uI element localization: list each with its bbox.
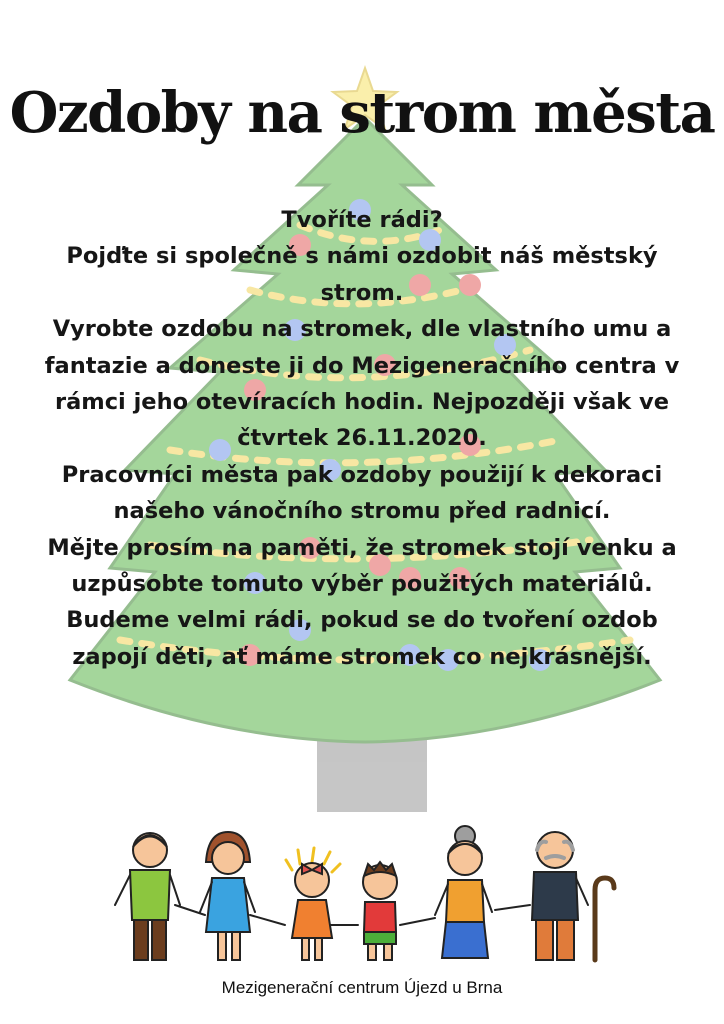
paragraph: Vyrobte ozdobu na stromek, dle vlastního umu a fantazie a doneste ji do Mezigeneračního centra v rámci jeho otevíracích hodin. Nejpozději však ve čtvrtek 26.11.2020. — [44, 316, 680, 452]
man-figure — [115, 833, 180, 960]
grandfather-figure — [532, 832, 614, 960]
paragraph: Pojďte si společně s námi ozdobit náš městský strom. — [66, 243, 658, 306]
organization-footer: Mezigenerační centrum Újezd u Brna — [221, 978, 503, 997]
paragraph: Budeme velmi rádi, pokud se do tvoření ozdob zapojí děti, ať máme stromek co nejkrásnější. — [66, 607, 658, 670]
invitation-text — [30, 202, 694, 675]
girl-figure — [200, 832, 255, 960]
grandmother-figure — [435, 826, 492, 958]
paragraph: Mějte prosím na paměti, že stromek stojí venku a uzpůsobte tomuto výběr použitých materiálů. — [47, 534, 677, 598]
paragraph: Pracovníci města pak ozdoby použijí k dekoraci našeho vánočního stromu před radnicí. — [61, 461, 663, 525]
small-girl-figure — [286, 848, 340, 960]
paragraph: Tvoříte rádi? — [281, 207, 443, 233]
page-title: Ozdoby na strom města — [9, 80, 715, 146]
family-illustration — [100, 820, 630, 970]
boy-figure — [363, 862, 397, 960]
